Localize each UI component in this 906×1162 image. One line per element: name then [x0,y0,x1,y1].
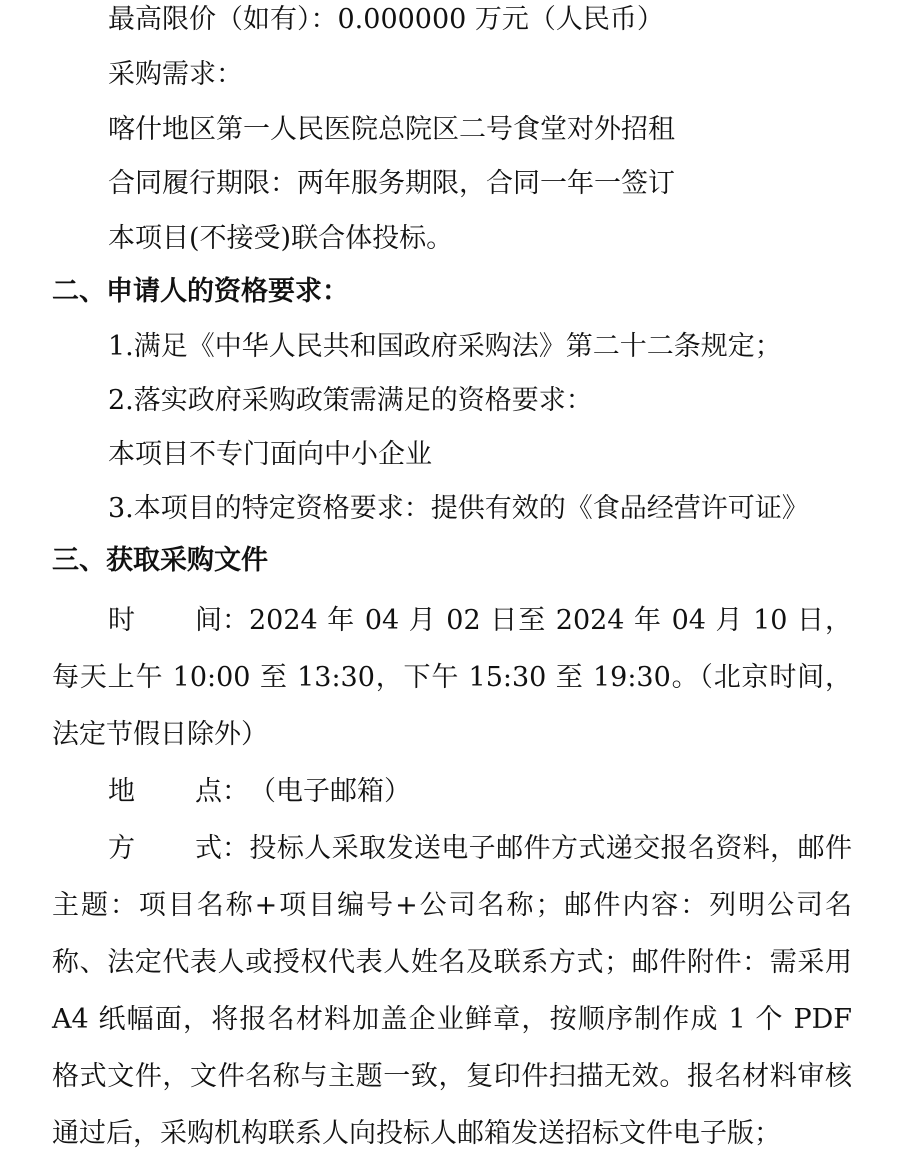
time-text: 2024 年 04 月 02 日至 2024 年 04 月 10 日，每天上午 10:00 至 13:30，下午 15:30 至 19:30。（北京时间，法定节假日除外） [52,605,852,750]
demand-description: 喀什地区第一人民医院总院区二号食堂对外招租 [108,114,675,145]
place-paragraph [52,763,852,820]
consortium-line: 本项目(不接受)联合体投标。 [108,223,454,254]
section-3-heading: 三、获取采购文件 [52,545,268,576]
time-label: 时 间： [108,605,249,636]
contract-term-line: 合同履行期限：两年服务期限，合同一年一签订 [108,168,675,199]
method-label: 方 式： [108,833,249,864]
method-text: 投标人采取发送电子邮件方式递交报名资料，邮件主题：项目名称+项目编号+公司名称；邮件内容：列明公司名称、法定代表人或授权代表人姓名及联系方式；邮件附件：需采用 A4 纸幅面，将报名材料加盖企业鲜章，按顺序制作成 1 个 PDF 格式文件，文件名称与主题一致，复印件扫描无效。报名材料审核通过后，采购机构联系人向投标人邮箱发送招标文件电子版； [52,833,852,1149]
qualification-item-3: 3.本项目的特定资格要求：提供有效的《食品经营许可证》 [108,493,809,524]
place-text: （电子邮箱） [249,776,411,807]
demand-label: 采购需求： [108,59,243,90]
section-2-heading: 二、申请人的资格要求： [52,276,349,307]
qualification-item-2-detail: 本项目不专门面向中小企业 [108,439,432,470]
method-paragraph [52,820,852,1162]
max-price-line: 最高限价（如有）：0.000000 万元（人民币） [108,4,664,35]
qualification-item-1: 1.满足《中华人民共和国政府采购法》第二十二条规定； [108,331,782,362]
time-paragraph [52,592,852,763]
qualification-item-2: 2.落实政府采购政策需满足的资格要求： [108,385,593,416]
place-label: 地 点： [108,776,249,807]
